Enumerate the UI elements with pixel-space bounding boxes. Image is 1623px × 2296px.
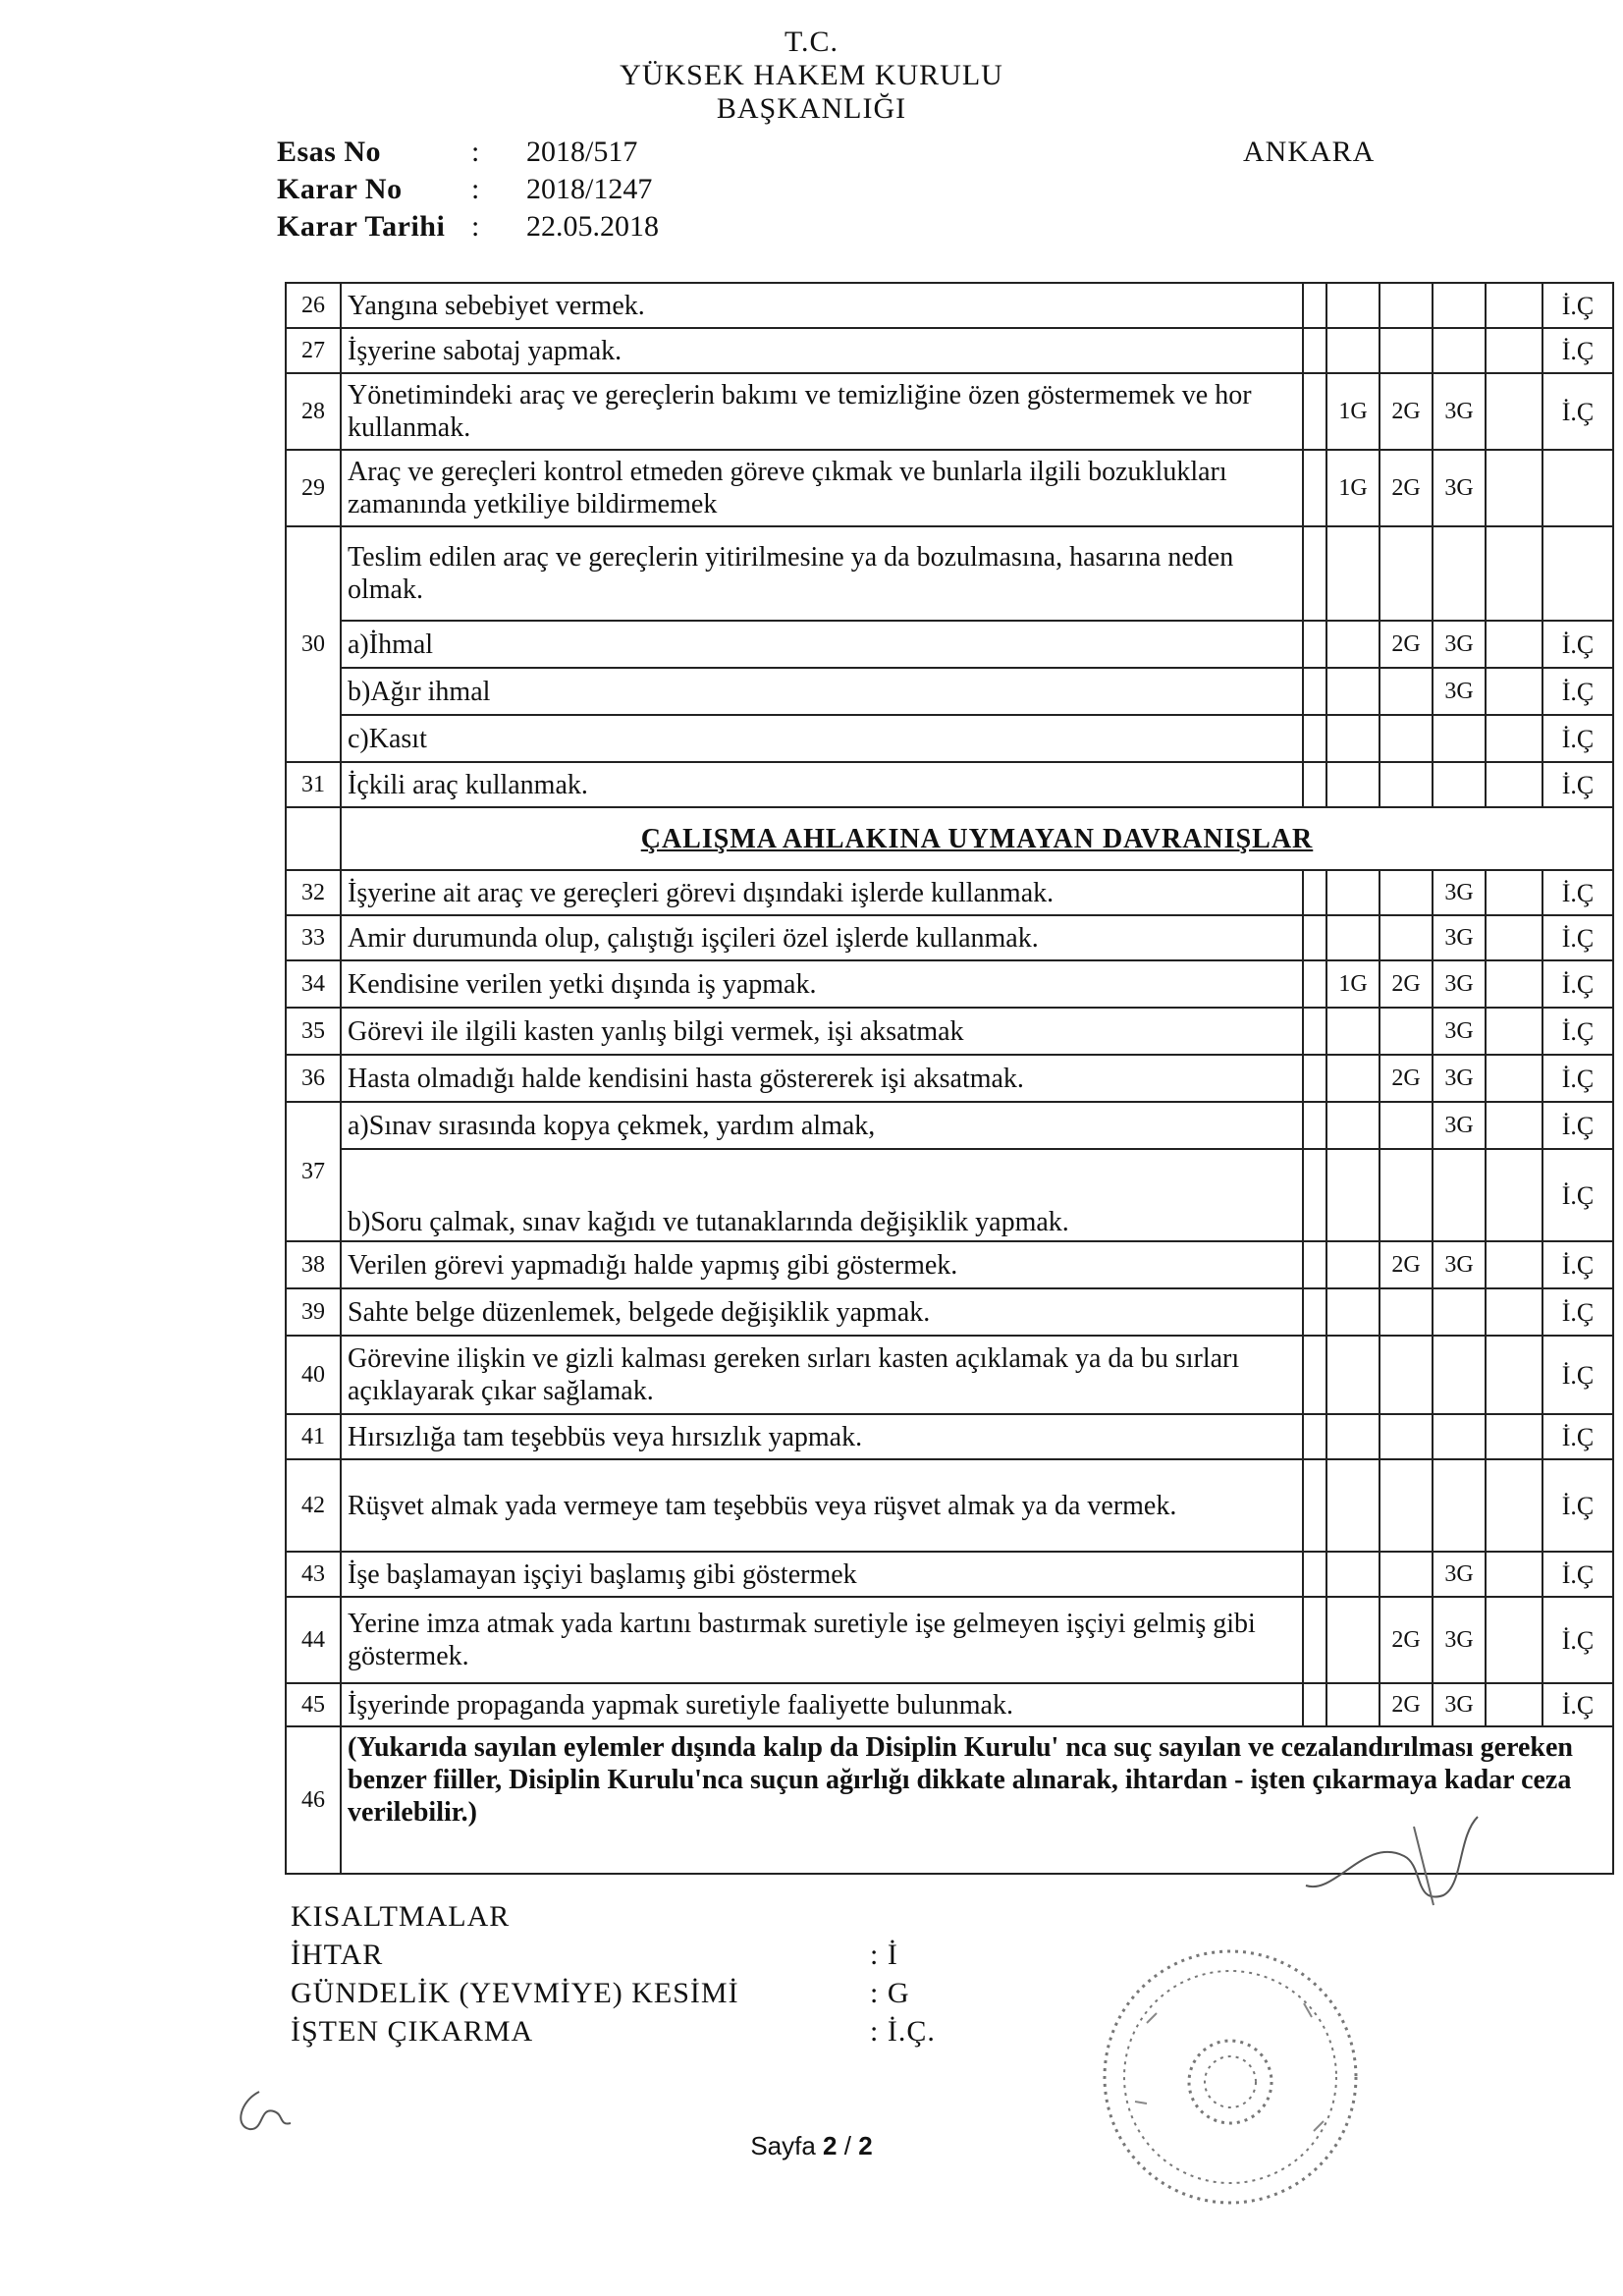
header-tc: T.C. [784, 26, 839, 58]
abbreviations [291, 1897, 936, 2050]
meta-value: 22.05.2018 [526, 210, 659, 243]
row-number: 29 [286, 450, 341, 526]
page-label: Sayfa [750, 2131, 824, 2160]
header-institution: YÜKSEK HAKEM KURULU [620, 59, 1003, 91]
meta-colon: : [471, 210, 480, 243]
abbreviation-row [291, 1936, 936, 1974]
meta-row-karar [277, 171, 659, 208]
penalty-table [285, 282, 1614, 1875]
row-text: Sahte belge düzenlemek, belgede değişiklik yapmak. [341, 1288, 1303, 1336]
penalty-ic: İ.Ç [1542, 1414, 1613, 1459]
page-total: 2 [858, 2131, 873, 2160]
row-text: Teslim edilen araç ve gereçlerin yitirilmesine ya da bozulmasına, hasarına neden olmak. [341, 526, 1303, 621]
penalty-2g: 2G [1380, 621, 1433, 668]
table-row [286, 1008, 1613, 1055]
abbreviation-value: : İ.Ç. [870, 2015, 936, 2048]
table-row [286, 1102, 1613, 1149]
penalty-ic: İ.Ç [1542, 960, 1613, 1008]
penalty-ic: İ.Ç [1542, 1102, 1613, 1149]
meta-label: Esas No [277, 136, 382, 168]
penalty-ic: İ.Ç [1542, 715, 1613, 762]
row-text: İşyerinde propaganda yapmak suretiyle faaliyette bulunmak. [341, 1683, 1303, 1726]
row-number: 33 [286, 915, 341, 960]
penalty-2g: 2G [1380, 960, 1433, 1008]
header-department: BAŞKANLIĞI [716, 92, 907, 125]
table-row [286, 668, 1613, 715]
penalty-3g: 3G [1433, 373, 1486, 450]
penalty-3g: 3G [1433, 1102, 1486, 1149]
row-text: İçkili araç kullanmak. [341, 762, 1303, 807]
row-number: 34 [286, 960, 341, 1008]
penalty-3g: 3G [1433, 1683, 1486, 1726]
table-row [286, 1683, 1613, 1726]
penalty-ic: İ.Ç [1542, 1055, 1613, 1102]
row-number: 38 [286, 1241, 341, 1288]
row-text: Araç ve gereçleri kontrol etmeden göreve çıkmak ve bunlarla ilgili bozuklukları zamanında yetkiliye bildirmemek [341, 450, 1303, 526]
row-number: 27 [286, 328, 341, 373]
penalty-2g: 2G [1380, 1055, 1433, 1102]
row-text: Yerine imza atmak yada kartını bastırmak suretiyle işe gelmeyen işçiyi gelmiş gibi göstermek. [341, 1597, 1303, 1683]
row-text: a)İhmal [341, 621, 1303, 668]
penalty-3g: 3G [1433, 1552, 1486, 1597]
row-text: Hırsızlığa tam teşebbüs veya hırsızlık yapmak. [341, 1414, 1303, 1459]
penalty-ic: İ.Ç [1542, 1288, 1613, 1336]
abbreviation-value: : İ [870, 1939, 898, 1971]
abbreviation-row [291, 2012, 936, 2050]
meta-label: Karar No [277, 173, 403, 205]
row-text: (Yukarıda sayılan eylemler dışında kalıp da Disiplin Kurulu' nca suç sayılan ve cezalandırılması gereken benzer fiiller, Disiplin Kurulu'nca suçun ağırlığı dikkate alınarak, ihtardan - işten çıkarmaya kadar ceza verilebilir.) [341, 1726, 1613, 1874]
table-row [286, 762, 1613, 807]
meta-row-esas [277, 134, 659, 171]
row-number: 31 [286, 762, 341, 807]
official-stamp-icon [1088, 1935, 1373, 2219]
page-current: 2 [823, 2131, 838, 2160]
row-text: b)Ağır ihmal [341, 668, 1303, 715]
penalty-3g: 3G [1433, 450, 1486, 526]
penalty-ic: İ.Ç [1542, 1008, 1613, 1055]
row-text: İşyerine ait araç ve gereçleri görevi dışındaki işlerde kullanmak. [341, 870, 1303, 915]
penalty-ic: İ.Ç [1542, 1149, 1613, 1241]
row-number: 40 [286, 1336, 341, 1414]
penalty-ic: İ.Ç [1542, 1459, 1613, 1552]
meta-colon: : [471, 173, 480, 205]
row-text: Hasta olmadığı halde kendisini hasta göstererek işi aksatmak. [341, 1055, 1303, 1102]
table-row [286, 526, 1613, 621]
abbreviation-label: İHTAR [291, 1939, 384, 1971]
penalty-ic: İ.Ç [1542, 621, 1613, 668]
row-number: 36 [286, 1055, 341, 1102]
table-row [286, 715, 1613, 762]
row-number: 28 [286, 373, 341, 450]
table-row [286, 1597, 1613, 1683]
abbreviations-title: KISALTMALAR [291, 1900, 511, 1933]
row-text: a)Sınav sırasında kopya çekmek, yardım almak, [341, 1102, 1303, 1149]
penalty-1g: 1G [1326, 373, 1380, 450]
table-row [286, 1336, 1613, 1414]
penalty-ic: İ.Ç [1542, 1597, 1613, 1683]
row-number: 42 [286, 1459, 341, 1552]
penalty-2g: 2G [1380, 1241, 1433, 1288]
penalty-3g: 3G [1433, 1055, 1486, 1102]
row-number: 45 [286, 1683, 341, 1726]
table-row [286, 915, 1613, 960]
penalty-3g: 3G [1433, 1008, 1486, 1055]
penalty-1g: 1G [1326, 450, 1380, 526]
row-number: 39 [286, 1288, 341, 1336]
penalty-3g: 3G [1433, 1241, 1486, 1288]
row-number: 41 [286, 1414, 341, 1459]
table-row [286, 960, 1613, 1008]
row-text: Görevi ile ilgili kasten yanlış bilgi vermek, işi aksatmak [341, 1008, 1303, 1055]
penalty-2g: 2G [1380, 373, 1433, 450]
penalty-ic: İ.Ç [1542, 762, 1613, 807]
row-number: 32 [286, 870, 341, 915]
table-row [286, 1241, 1613, 1288]
penalty-3g: 3G [1433, 621, 1486, 668]
penalty-ic: İ.Ç [1542, 870, 1613, 915]
section-title: ÇALIŞMA AHLAKINA UYMAYAN DAVRANIŞLAR [341, 807, 1613, 870]
table-row [286, 1055, 1613, 1102]
penalty-2g: 2G [1380, 1683, 1433, 1726]
penalty-3g: 3G [1433, 960, 1486, 1008]
abbreviation-value: : G [870, 1977, 910, 2009]
signature-icon [1296, 1797, 1492, 1925]
penalty-ic: İ.Ç [1542, 1683, 1613, 1726]
penalty-ic: İ.Ç [1542, 1552, 1613, 1597]
penalty-ic: İ.Ç [1542, 283, 1613, 328]
row-number: 26 [286, 283, 341, 328]
row-text: b)Soru çalmak, sınav kağıdı ve tutanaklarında değişiklik yapmak. [341, 1149, 1303, 1241]
page-footer [0, 2131, 1623, 2161]
row-number: 44 [286, 1597, 341, 1683]
abbreviation-row [291, 1974, 936, 2012]
table-row [286, 1288, 1613, 1336]
penalty-ic: İ.Ç [1542, 1241, 1613, 1288]
row-text: İşyerine sabotaj yapmak. [341, 328, 1303, 373]
penalty-3g: 3G [1433, 870, 1486, 915]
abbreviation-label: İŞTEN ÇIKARMA [291, 2015, 534, 2048]
meta-label: Karar Tarihi [277, 210, 446, 243]
row-text: Yönetimindeki araç ve gereçlerin bakımı ve temizliğine özen göstermemek ve hor kullanmak. [341, 373, 1303, 450]
row-text: İşe başlamayan işçiyi başlamış gibi göstermek [341, 1552, 1303, 1597]
row-number: 43 [286, 1552, 341, 1597]
penalty-ic: İ.Ç [1542, 668, 1613, 715]
penalty-ic: İ.Ç [1542, 915, 1613, 960]
row-number: 37 [286, 1102, 341, 1241]
penalty-2g: 2G [1380, 1597, 1433, 1683]
penalty-3g: 3G [1433, 668, 1486, 715]
meta-row-tarih [277, 208, 659, 246]
row-number: 30 [286, 526, 341, 762]
row-text: Yangına sebebiyet vermek. [341, 283, 1303, 328]
table-row [286, 1552, 1613, 1597]
penalty-1g: 1G [1326, 960, 1380, 1008]
row-text: Amir durumunda olup, çalıştığı işçileri özel işlerde kullanmak. [341, 915, 1303, 960]
penalty-ic: İ.Ç [1542, 328, 1613, 373]
table-row [286, 283, 1613, 328]
abbreviation-label: GÜNDELİK (YEVMİYE) KESİMİ [291, 1977, 739, 2009]
table-row [286, 373, 1613, 450]
penalty-ic: İ.Ç [1542, 1336, 1613, 1414]
row-text: c)Kasıt [341, 715, 1303, 762]
row-number: 35 [286, 1008, 341, 1055]
row-text: Verilen görevi yapmadığı halde yapmış gibi göstermek. [341, 1241, 1303, 1288]
table-row [286, 450, 1613, 526]
table-row [286, 1149, 1613, 1241]
row-text: Rüşvet almak yada vermeye tam teşebbüs veya rüşvet almak ya da vermek. [341, 1459, 1303, 1552]
table-row [286, 328, 1613, 373]
penalty-2g: 2G [1380, 450, 1433, 526]
row-text: Kendisine verilen yetki dışında iş yapmak. [341, 960, 1303, 1008]
row-number: 46 [286, 1726, 341, 1874]
table-row [286, 1414, 1613, 1459]
meta-value: 2018/517 [526, 136, 638, 168]
meta-colon: : [471, 136, 480, 168]
table-row [286, 1459, 1613, 1552]
penalty-ic: İ.Ç [1542, 373, 1613, 450]
section-row [286, 807, 1613, 870]
page-separator: / [837, 2131, 859, 2160]
table-row [286, 870, 1613, 915]
meta-value: 2018/1247 [526, 173, 653, 205]
row-text: Görevine ilişkin ve gizli kalması gereken sırları kasten açıklamak ya da bu sırları açıklayarak çıkar sağlamak. [341, 1336, 1303, 1414]
case-meta [277, 134, 659, 246]
penalty-3g: 3G [1433, 1597, 1486, 1683]
city: ANKARA [1243, 136, 1376, 168]
penalty-3g: 3G [1433, 915, 1486, 960]
table-row [286, 621, 1613, 668]
